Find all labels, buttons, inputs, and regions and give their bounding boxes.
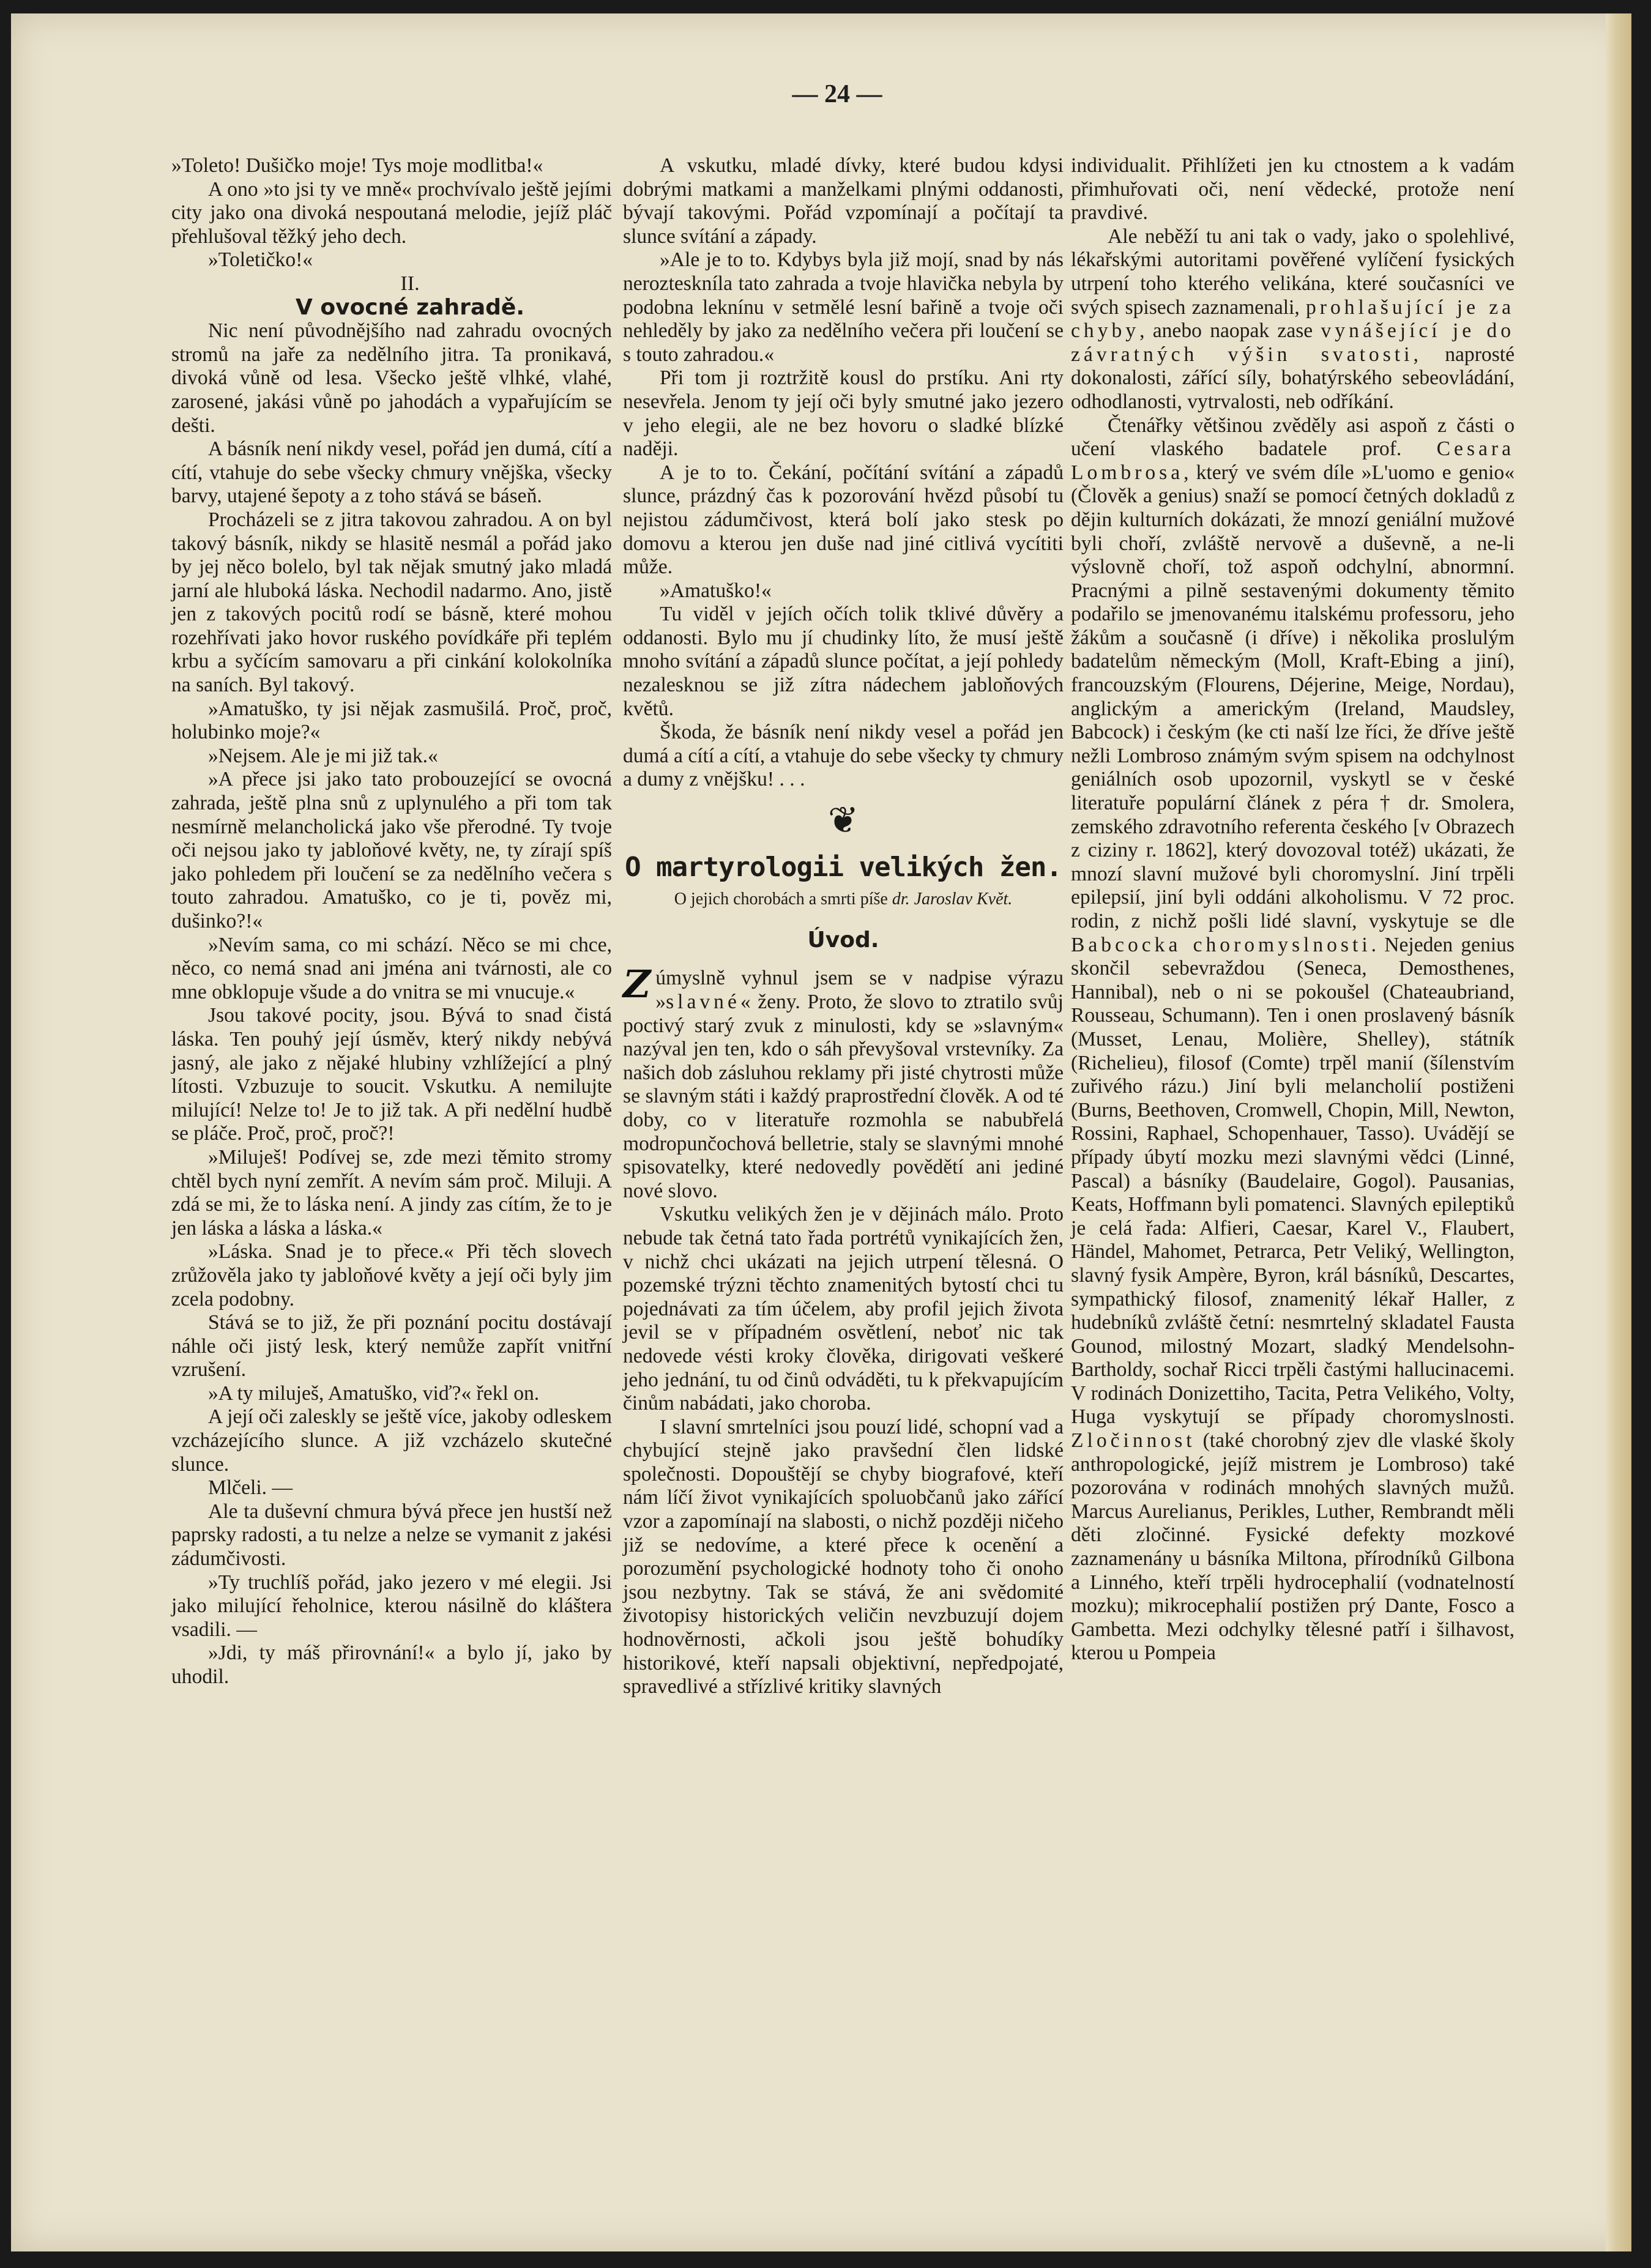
section-number: II. <box>400 272 420 295</box>
paragraph: A je to to. Čekání, počítání svítání a západů slunce, prázdný čas k pozorování hvězd působí tu nejistou zádumčivost, která bolí jako stesk po domovu a kterou jen duše nad jiné citlivá vycítiti může. <box>623 461 1064 579</box>
text-run: , naprosté dokonalosti, zářící síly, bohatýrského sebeovládání, odhodlanosti, vytrvalosti, neb odříkání. <box>1071 343 1515 413</box>
text-run: « ženy. Proto, že slovo to ztratilo svůj poctivý starý zvuk z minulosti, kdy se »slavným« nazýval jen ten, kdo o sáh převyšoval vrstevníky. Za našich dob zásluhou reklamy při jisté chytrosti může se slavným státi i každý praprostřední člověk. A od té doby, co v literatuře rozmohla se nabubřelá modropunčochová belletrie, staly se slavnými mnohé spisovatelky, které nedovedly povědětí ani jediné nové slovo. <box>623 991 1064 1202</box>
paragraph: »Amatuško, ty jsi nějak zasmušilá. Proč, proč, holubinko moje?« <box>171 697 612 744</box>
spaced-text: Cesara Lombrosa <box>1071 437 1515 484</box>
paragraph: Procházeli se z jitra takovou zahradou. A on byl takový básník, nikdy se hlasitě nesmál a pořád jako by jej něco bolelo, byl tak nějak smutný jako mladá jarní ale hluboká láska. Nechodil nadarmo. Ano, jistě jen z takových pocitů rodí se básně, které mohou rozehřívati jako hovor ruského povídkáře při teplém krbu a syčícím samovaru a při cinkání kolokolníka na saních. Byl takový. <box>171 508 612 697</box>
paragraph: Škoda, že básník není nikdy vesel a pořád jen dumá a cítí a cítí, a vtahuje do sebe všecky ty chmury a dumy z vnějšku! . . . <box>623 721 1064 791</box>
paragraph: Vskutku velikých žen je v dějinách málo. Proto nebude tak četná tato řada portrétů vynikajících žen, v nichž chci ukázati na jejich utrpení tělesná. O pozemské trýzni těchto znamenitých bytostí chci tu pojednávati za tím účelem, aby profil jejich života jevil se v případném osvětlení, neboť nic tak nedovede vésti kroky člověka, dirigovati veškeré jeho jednání, tu od činů odváděti, tu k překvapujícím činům nabádati, jako choroba. <box>623 1203 1064 1415</box>
paragraph: A ono »to jsi ty ve mně« prochvívalo ještě jejími city jako ona divoká nespoutaná melodie, jejíž pláč přehlušoval těžký jeho dech. <box>171 177 612 248</box>
drop-cap: Z <box>623 962 651 1007</box>
text-run: (také chorobný zjev dle vlaské školy anthropologické, jejíž mistrem je Lombroso) také pozorována v rodinách mnohých slavných mužů. Marcus Aurelianus, Perikles, Luther, Rembrandt měli děti zločinné. Fysické defekty mozkové zaznamenány u básníka Miltona, přírodníků Gilbona a Linného, kteří trpěli hydrocephalií (vodnatelností mozku); mikrocephalií postižen prý Dante, Fosco a Gambetta. Mezi odchylky tělesné patří i šilhavost, kterou u Pompeia <box>1071 1429 1515 1665</box>
article-byline <box>623 888 1064 912</box>
paragraph: »Amatuško!« <box>660 579 772 602</box>
spaced-text: slavné <box>666 991 740 1013</box>
paragraph: Při tom ji roztržitě kousl do prstíku. Ani rty nesevřela. Jenom ty její oči byly smutné jako jezero v jeho elegii, ale ne bez hovoru o sladké blízké naději. <box>623 366 1064 461</box>
paragraph: Mlčeli. — <box>208 1476 293 1500</box>
text-run: Ale neběží tu ani tak o vady, jako o spolehlivé, lékařskými autoritami pověřené vylíčení fysických utrpení toho kterého velikána, které současníci ve svých spisech zaznamenali, <box>1071 225 1515 319</box>
paragraph: Stává se to již, že při poznání pocitu dostávají náhle oči jistý lesk, který nemůže zapřít vnitřní vzrušení. <box>171 1311 612 1381</box>
paragraph: »Nevím sama, co mi schází. Něco se mi chce, něco, co nemá snad ani jména ani tvárnosti, ale co mne obklopuje všude a do vnitra se mi vnucuje.« <box>171 933 612 1003</box>
paragraph: A vskutku, mladé dívky, které budou kdysi dobrými matkami a manželkami plnými oddanosti, bývají takovými. Pořád vzpomínají a počítají ta slunce svítání a západy. <box>623 154 1064 248</box>
text-run: Čtenářky většinou zvěděly asi aspoň z části o učení vlaského badatele prof. <box>1071 414 1515 461</box>
paragraph: »Ty truchlíš pořád, jako jezero v mé elegii. Jsi jako milující řeholnice, kterou násilně do kláštera vsadili. — <box>171 1571 612 1641</box>
byline-prefix: O jejich chorobách a smrti píše <box>674 890 888 909</box>
paragraph: A básník není nikdy vesel, pořád jen dumá, cítí a cítí, vtahuje do sebe všecky chmury vnějška, všecky barvy, utajené šepoty a z toho stává se báseň. <box>171 437 612 508</box>
spaced-text: prohlašující je za chyby <box>1071 296 1515 343</box>
paragraph <box>1071 414 1515 1665</box>
section-title: V ovocné zahradě. <box>295 294 525 320</box>
byline-author: dr. Jaroslav Květ. <box>892 890 1013 909</box>
paragraph: A její oči zaleskly se ještě více, jakoby odleskem vzcházejícího slunce. A již vzcházelo skutečné slunce. <box>171 1405 612 1476</box>
column-1 <box>171 154 612 1689</box>
text-run: . Nejeden genius skončil sebevraždou (Seneca, Demosthenes, Hannibal), neb o ni se pokoušel (Chateaubriand, Rousseau, Schumann). Ten i onen proslavený básník (Musset, Lenau, Molière, Shelley), státník (Richelieu), filosof (Comte) trpěl manií (šílenstvím zuřivého rázu.) Jiní byli melancholií postiženi (Burns, Beethoven, Cromwell, Chopin, Mill, Newton, Rossini, Raphael, Schopenhauer, Tasso). Uvádějí se případy úbytí mozku mezi slavnými vědci (Linné, Pascal) a básníky (Baudelaire, Gogol). Pausanias, Keats, Hoffmann byli pomatenci. Slavných epileptiků je celá řada: Alfieri, Caesar, Karel V., Flaubert, Händel, Mahomet, Petrarca, Petr Veliký, Wellington, slavný fysik Ampère, Byron, král básníků, Descartes, sympathický filosof, znamenitý lékař Haller, z hudebníků zvláště četní: nesmrtelný skladatel Fausta Gounod, milostný Mozart, sladký Mendelsohn-Bartholdy, sochař Ricci trpěli častými hallucinacemi. V rodinách Donizettiho, Tacita, Petra Velikého, Volty, Huga vyskytují se případy choromyslnosti. <box>1071 933 1515 1429</box>
text-run: úmyslně vyhnul jsem se v nadpise výrazu » <box>655 967 1064 1013</box>
spaced-text: Babcocka choromyslnosti <box>1071 933 1371 956</box>
paragraph: »A přece jsi jako tato probouzející se ovocná zahrada, ještě plna snů z uplynulého a při tom tak nesmírně melancholická jako vše přerodné. Ty tvoje oči nejsou jako ty jabloňové květy, ne, ty zírají spíš jako pohledem při loučení se za nedělního večera s touto zahradou. Amatuško, co je ti, pověz mi, dušinko?!« <box>171 768 612 932</box>
text-run: , anebo naopak zase <box>1139 319 1321 343</box>
paragraph: Jsou takové pocity, jsou. Bývá to snad čistá láska. Ten pouhý její úsměv, který nikdy nebývá jasný, ale jako z nějaké hlubiny vzhlížející a plný lítosti. Vzbuzuje to soucit. Vskutku. A nemilujte milující! Nelze to! Je to již tak. A při nedělní hudbě se pláče. Proč, proč, proč?! <box>171 1004 612 1145</box>
paragraph: Ale ta duševní chmura bývá přece jen hustší než paprsky radosti, a tu nelze a nelze se vymanit z jakési zádumčivosti. <box>171 1500 612 1571</box>
paragraph <box>623 962 1064 1203</box>
page-number: — 24 — <box>792 80 882 108</box>
spaced-text: Zločinnost <box>1071 1429 1196 1452</box>
text-run: , který ve svém díle »L'uomo e genio« (Člověk a genius) snaží se pomocí četných dokladů z dějin kulturních dokázati, že mnozí geniální mužové byli choří, zvláště nervově a duševně, a ne-li výslovně choří, tož aspoň odchylní, abnormní. Pracnými a pilně sestavenými dokumenty těmito podařilo se jmenovanému italskému professoru, jeho žákům a současně (i dříve) i několika proslulým badatelům německým (Moll, Kraft-Ebing a jiní), francouzským (Flourens, Déjerine, Meige, Nordau), anglickým a americkým (Ireland, Maudsley, Babcock) i českým (ke cti naší lze říci, že dříve ještě nežli Lombroso známým svým spisem na odchylnost geniálních osob upozornil, vyskytl se v české literatuře populární článek z péra † dr. Smolera, zemského zdravotního referenta českého [v Obrazech z ciziny r. 1862], který dovozoval totéž) ukázati, že mnozí slavní mužové byli choromyslní. Jiní trpěli epilepsií, jiní byli oddáni alkoholismu. V 72 proc. rodin, z nichž pošli lidé slavní, vyskytuje se dle <box>1071 461 1515 932</box>
article-title: O martyrologii velikých žen. <box>625 851 1062 883</box>
paragraph: »Miluješ! Podívej se, zde mezi těmito stromy chtěl bych nyní zemřít. A nevím sám proč. Miluji. A zdá se mi, že to láska není. A jindy zas cítím, že to je jen láska a láska a láska.« <box>171 1145 612 1240</box>
paragraph: »Láska. Snad je to přece.« Při těch slovech zrůžověla jako ty jabloňové květy a její oči byly jim zcela podobny. <box>171 1240 612 1311</box>
paragraph: »Toleto! Dušičko moje! Tys moje modlitba!« <box>171 154 543 177</box>
paragraph: individualit. Přihlížeti jen ku ctnostem a k vadám přimhuřovati oči, není vědecké, protože není pravdivé. <box>1071 154 1515 225</box>
intro-heading: Úvod. <box>807 927 879 953</box>
page-edge <box>1606 13 1631 2251</box>
paragraph: I slavní smrtelníci jsou pouzí lidé, schopní vad a chybující stejně jako pravšední člen lidské společnosti. Dopouštějí se chyby biografové, kteří nám líčí život vynikajících spoluobčanů jako zářící vzor a zapomínají na slabosti, o nichž později ničeho již se nedovíme, a které přece k ocenění a porozumění psychologické hodnoty toho či onoho jsou nezbytny. Tak se stává, že ani svědomité životopisy historických veličin nevzbuzují dojem hodnověrnosti, ačkoli jsou ještě bohudíky historikové, kteří napsali objektivní, nepředpojaté, spravedlivé a střízlivé kritiky slavných <box>623 1415 1064 1698</box>
column-2 <box>623 154 1064 1699</box>
paragraph: »A ty miluješ, Amatuško, viď?« řekl on. <box>208 1381 540 1405</box>
paragraph: »Nejsem. Ale je mi již tak.« <box>208 744 438 767</box>
spaced-text: vynášející je do závratných výšin svatosti <box>1071 319 1515 366</box>
ornament-icon: ❦ <box>827 800 859 841</box>
paragraph: »Jdi, ty máš přirovnání!« a bylo jí, jako by uhodil. <box>171 1642 612 1688</box>
newspaper-page <box>11 13 1631 2251</box>
paragraph: »Toletičko!« <box>208 248 313 272</box>
paragraph: Tu viděl v jejích očích tolik tklivé důvěry a oddanosti. Bylo mu jí chudinky líto, že musí ještě mnoho svítání a západů slunce počítat, a její pohledy nezalesknou se již zítra nádechem jabloňových květů. <box>623 603 1064 720</box>
column-3 <box>1071 154 1515 1665</box>
paragraph: Nic není původnějšího nad zahradu ovocných stromů na jaře za nedělního jitra. Ta pronikavá, divoká vůně od lesa. Všecko ještě vlhké, vlahé, zarosené, jakási vůně po jahodách a vypařujícím se dešti. <box>171 319 612 437</box>
paragraph <box>1071 225 1515 414</box>
paragraph: »Ale je to to. Kdybys byla již mojí, snad by nás nerozteskníla tato zahrada a tvoje hlavička nebyla by podobna leknínu v setmělé lesní bařině a tvoje oči nehleděly by jako za nedělního večera při loučení se s touto zahradou.« <box>623 248 1064 366</box>
